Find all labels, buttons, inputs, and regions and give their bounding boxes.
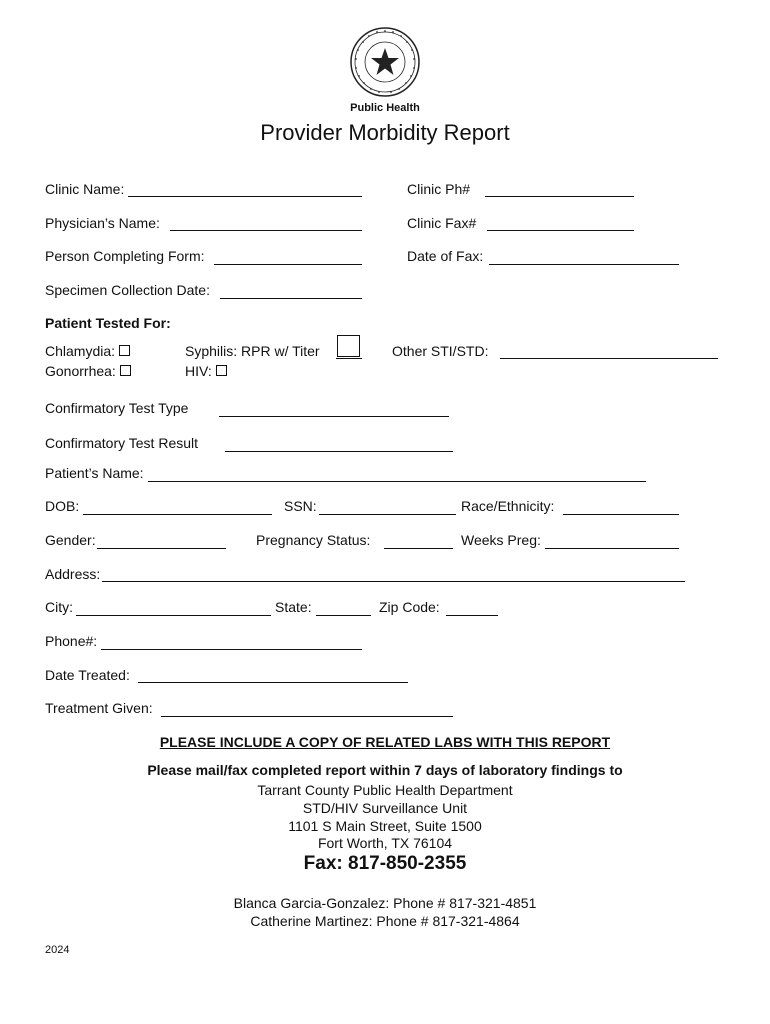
patient-tested-heading: Patient Tested For: <box>45 315 171 331</box>
contact-blanca: Blanca Garcia-Gonzalez: Phone # 817-321-4851 <box>233 895 537 911</box>
physician-name-label: Physician’s Name: <box>45 215 160 231</box>
physician-name-field[interactable] <box>170 230 362 231</box>
clinic-fax-field[interactable] <box>487 230 634 231</box>
gonorrhea-option[interactable] <box>45 363 131 379</box>
race-label: Race/Ethnicity: <box>461 498 555 514</box>
date-of-fax-field[interactable] <box>489 264 679 265</box>
city-field[interactable] <box>76 615 271 616</box>
include-labs-notice: PLEASE INCLUDE A COPY OF RELATED LABS WITH THIS REPORT <box>159 734 611 750</box>
person-completing-field[interactable] <box>214 264 362 265</box>
dob-label: DOB: <box>45 498 80 514</box>
address-label: Address: <box>45 566 101 582</box>
zip-label: Zip Code: <box>379 599 440 615</box>
ssn-field[interactable] <box>319 514 456 515</box>
date-of-fax-label: Date of Fax: <box>407 248 484 264</box>
weeks-preg-field[interactable] <box>545 548 679 549</box>
clinic-name-field[interactable] <box>128 196 362 197</box>
phone-field[interactable] <box>101 649 362 650</box>
contact-catherine: Catherine Martinez: Phone # 817-321-4864 <box>250 913 520 929</box>
mail-instruction: Please mail/fax completed report within 7 days of laboratory findings to <box>147 762 623 778</box>
city-label: City: <box>45 599 73 615</box>
race-field[interactable] <box>563 514 679 515</box>
hiv-label: HIV: <box>185 363 212 379</box>
form-year: 2024 <box>45 944 70 956</box>
date-treated-label: Date Treated: <box>45 667 130 683</box>
hiv-option[interactable] <box>185 363 227 379</box>
street-address: 1101 S Main Street, Suite 1500 <box>288 818 482 834</box>
confirmatory-type-field[interactable] <box>219 416 449 417</box>
other-sti-field[interactable] <box>500 358 718 359</box>
pregnancy-label: Pregnancy Status: <box>256 532 371 548</box>
chlamydia-label: Chlamydia: <box>45 343 116 359</box>
hiv-checkbox[interactable] <box>216 365 227 376</box>
unit-name: STD/HIV Surveillance Unit <box>302 800 468 816</box>
agency-name: Public Health <box>350 102 420 114</box>
chlamydia-checkbox[interactable] <box>119 345 130 356</box>
other-sti-label: Other STI/STD: <box>392 343 489 359</box>
gonorrhea-label: Gonorrhea: <box>45 363 116 379</box>
state-label: State: <box>275 599 312 615</box>
fax-number: Fax: 817-850-2355 <box>303 853 467 874</box>
weeks-preg-label: Weeks Preg: <box>461 532 541 548</box>
patient-name-label: Patient’s Name: <box>45 465 144 481</box>
clinic-phone-field[interactable] <box>485 196 634 197</box>
chlamydia-option[interactable] <box>45 343 130 359</box>
state-field[interactable] <box>316 615 371 616</box>
ssn-label: SSN: <box>284 498 317 514</box>
specimen-date-label: Specimen Collection Date: <box>45 282 210 298</box>
dob-field[interactable] <box>83 514 272 515</box>
syphilis-titer-underline <box>336 358 362 359</box>
clinic-fax-label: Clinic Fax# <box>407 215 477 231</box>
confirmatory-result-field[interactable] <box>225 451 453 452</box>
patient-name-field[interactable] <box>148 481 646 482</box>
confirmatory-result-label: Confirmatory Test Result <box>45 435 199 451</box>
pregnancy-field[interactable] <box>384 548 453 549</box>
person-completing-label: Person Completing Form: <box>45 248 205 264</box>
gender-label: Gender: <box>45 532 96 548</box>
treatment-given-label: Treatment Given: <box>45 700 153 716</box>
treatment-given-field[interactable] <box>161 716 453 717</box>
confirmatory-type-label: Confirmatory Test Type <box>45 400 189 416</box>
page-title: Provider Morbidity Report <box>260 120 510 145</box>
syphilis-label: Syphilis: RPR w/ Titer <box>185 343 320 359</box>
department-name: Tarrant County Public Health Department <box>257 782 513 798</box>
date-treated-field[interactable] <box>138 682 408 683</box>
clinic-name-label: Clinic Name: <box>45 181 125 197</box>
zip-field[interactable] <box>446 615 498 616</box>
county-seal-logo <box>349 26 421 98</box>
gonorrhea-checkbox[interactable] <box>120 365 131 376</box>
syphilis-titer-box[interactable] <box>337 335 360 357</box>
specimen-date-field[interactable] <box>220 298 362 299</box>
phone-label: Phone#: <box>45 633 98 649</box>
address-field[interactable] <box>102 581 685 582</box>
clinic-phone-label: Clinic Ph# <box>407 181 471 197</box>
gender-field[interactable] <box>97 548 226 549</box>
city-address: Fort Worth, TX 76104 <box>317 835 453 851</box>
